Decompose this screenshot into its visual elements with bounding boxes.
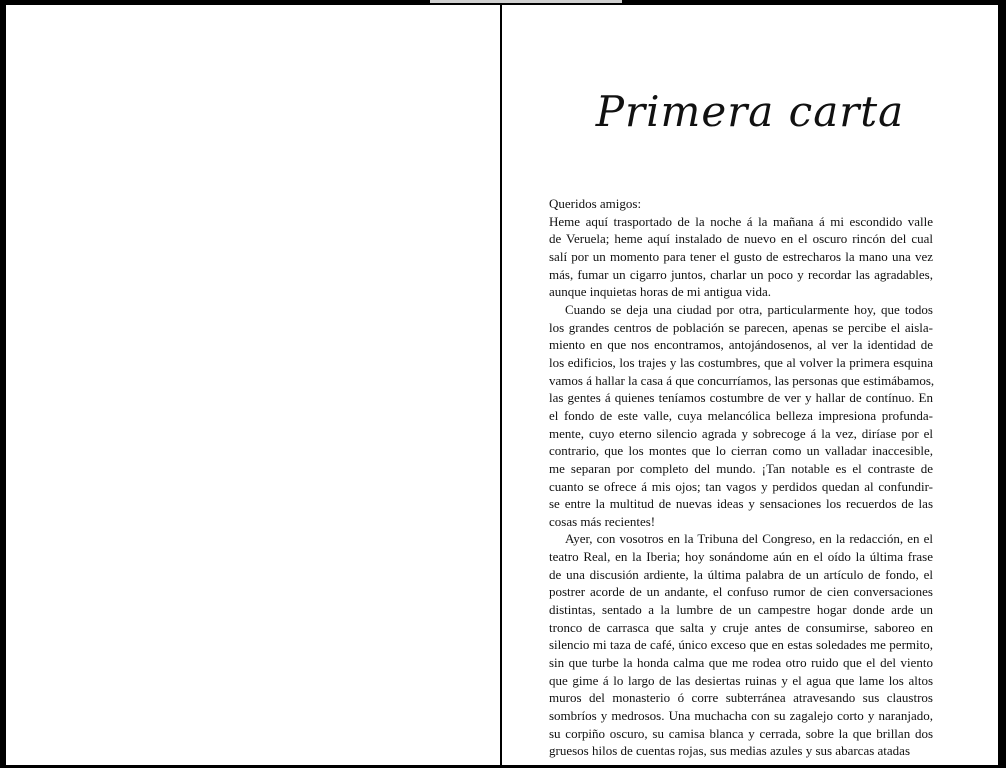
text-line: postrer acorde de un andante, el confuso rumor de cien conversaciones [549, 584, 933, 600]
text-line: contrario, que los montes que lo cierran como un valladar inaccesible, [549, 443, 933, 459]
text-line: Cuando se deja una ciudad por otra, particularmente hoy, que todos [565, 301, 933, 317]
text-line: vamos á hallar la casa á que concurríamos, las personas que estimábamos, [549, 372, 935, 388]
right-page [502, 5, 998, 765]
text-line: muros del monasterio ó corre subterránea atravesando sus claustros [549, 690, 933, 706]
text-line: su corpiño oscuro, su camisa blanca y cerrada, sobre la que brillan dos [549, 725, 933, 741]
text-line: distintas, sentado a la lumbre de un campestre hogar donde arde un [549, 602, 933, 618]
text-line: salí por un momento para tener el gusto de estrecharos la mano una vez [549, 248, 933, 264]
text-line: el fondo de este valle, cuya melancólica belleza impresiona profunda- [549, 407, 933, 423]
text-line: Heme aquí trasportado de la noche á la mañana á mi escondido valle [549, 213, 933, 229]
text-line: de una discusión ardiente, la última palabra de un artículo de fondo, el [549, 566, 933, 582]
text-line: de Veruela; heme aquí instalado de nuevo en el oscuro rincón del cual [549, 231, 933, 247]
letter-body [549, 195, 933, 760]
paragraph [549, 213, 933, 301]
text-line: mente, cuyo eterno silencio agrada y sobrecoge á la vez, diríase por el [549, 425, 933, 441]
text-line: los edificios, los trajes y las costumbres, que al volver la primera esquina [549, 354, 933, 370]
chapter-title: Primera carta [595, 87, 905, 136]
text-line: teatro Real, en la Iberia; hoy sonándome aún en el oído la última frase [549, 549, 933, 565]
top-bar-tab [430, 0, 622, 3]
text-line: aunque inquietas horas de mi antigua vida. [549, 284, 772, 300]
text-line: las gentes á quienes teníamos costumbre de ver y hallar de contínuo. En [549, 390, 933, 406]
book-spread [6, 5, 998, 765]
paragraph [549, 530, 933, 760]
text-line: cosas más recientes! [549, 513, 656, 529]
text-line: cuanto se ofrece á mis ojos; tan vagos y perdidos quedan al confundir- [549, 478, 933, 494]
salutation: Queridos amigos: [549, 196, 642, 211]
text-line: me separan por completo del mundo. ¡Tan notable es el contraste de [549, 460, 933, 476]
text-line: se entre la multitud de nuevas ideas y sensaciones los recuerdos de las [549, 496, 933, 512]
paragraphs [549, 213, 933, 760]
text-line: más, fumar un cigarro juntos, charlar un poco y recordar las agradables, [549, 266, 933, 282]
text-line: silencio mi taza de café, único exceso que en estas soledades me permito, [549, 637, 933, 653]
paragraph [549, 301, 933, 531]
left-page [6, 5, 500, 765]
text-line: gruesos hilos de cuentas rojas, sus medias azules y sus abarcas atadas [549, 743, 911, 759]
text-line: miento en que nos encontramos, antojándosenos, al ver la identidad de [549, 337, 933, 353]
text-line: sombríos y medrosos. Una muchacha con su zagalejo corto y naranjado, [549, 708, 933, 724]
text-line: sin que turbe la honda calma que me rodea otro ruido que el del viento [549, 655, 933, 671]
text-line: tronco de carrasca que salta y cruje antes de consumirse, saboreo en [549, 619, 933, 635]
text-line: Ayer, con vosotros en la Tribuna del Congreso, en la redacción, en el [565, 531, 933, 547]
text-line: que gime á lo largo de las desiertas ruinas y el agua que lame los altos [549, 672, 933, 688]
text-line: los grandes centros de población se parecen, apenas se percibe el aisla- [549, 319, 933, 335]
